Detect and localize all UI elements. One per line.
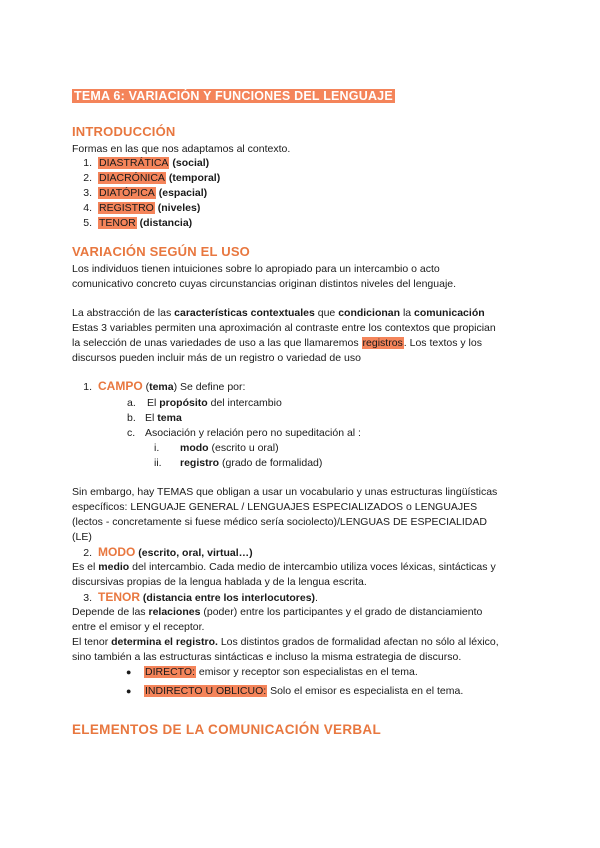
list-item: 5. TENOR (distancia)	[83, 217, 193, 229]
tenor-item: 3. TENOR (distancia entre los interlocutores).	[83, 590, 318, 604]
intro-heading: INTRODUCCIÓN	[72, 124, 176, 139]
paragraph-line: Es el medio del intercambio. Cada medio de intercambio utiliza voces léxicas, sintácticas y	[72, 561, 496, 573]
paragraph-line: sino también a las estructuras sintácticas e incluso la misma estrategia de discurso.	[72, 651, 462, 663]
document-title: TEMA 6: VARIACIÓN Y FUNCIONES DEL LENGUAJE	[74, 89, 393, 103]
uso-paragraph-line: Los individuos tienen intuiciones sobre lo apropiado para un intercambio o acto	[72, 263, 440, 275]
paragraph-line: discursos pueden incluir más de un registro o variedad de uso	[72, 352, 361, 364]
paragraph-line: la selección de unas variedades de uso a las que llamaremos registros. Los textos y los	[72, 337, 482, 349]
list-item: 1. DIASTRÁTICA (social)	[83, 157, 210, 169]
sub-item: a. El propósito del intercambio	[127, 397, 282, 409]
paragraph-line: entre el emisor y el receptor.	[72, 621, 205, 633]
uso-heading: VARIACIÓN SEGÚN EL USO	[72, 244, 250, 259]
paragraph-line: Sin embargo, hay TEMAS que obligan a usar un vocabulario y unas estructuras lingüísticas	[72, 486, 498, 498]
list-item: 3. DIATÓPICA (espacial)	[83, 187, 208, 199]
sub-sub-item: i. modo (escrito u oral)	[154, 442, 279, 454]
paragraph-line: discursivas propias de la lengua hablada y de la lengua escrita.	[72, 576, 367, 588]
campo-item: 1. CAMPO (tema) Se define por:	[83, 379, 246, 393]
paragraph-line: Estas 3 variables permiten una aproximación al contraste entre los contextos que propician	[72, 322, 496, 334]
bullet-icon: ●	[126, 667, 132, 677]
paragraph-line: específicos: LENGUAJE GENERAL / LENGUAJES ESPECIALIZADOS o LENGUAJES	[72, 501, 478, 513]
bullet-item: ● DIRECTO: emisor y receptor son especialistas en el tema.	[126, 666, 418, 678]
sub-item: c. Asociación y relación pero no supeditación al :	[127, 427, 361, 439]
intro-text: Formas en las que nos adaptamos al contexto.	[72, 143, 291, 155]
uso-paragraph-line: comunicativo concreto cuyas circunstancias originan distintos niveles del lenguaje.	[72, 278, 457, 290]
paragraph-line: El tenor determina el registro. Los distintos grados de formalidad afectan no sólo al léxico,	[72, 636, 499, 648]
modo-item: 2. MODO (escrito, oral, virtual…)	[83, 545, 253, 559]
list-item: 4. REGISTRO (niveles)	[83, 202, 201, 214]
paragraph-line: Depende de las relaciones (poder) entre los participantes y el grado de distanciamiento	[72, 606, 483, 618]
bullet-item: ● INDIRECTO U OBLICUO: Solo el emisor es especialista en el tema.	[126, 685, 464, 697]
paragraph-line: (LE)	[72, 531, 92, 543]
sub-sub-item: ii. registro (grado de formalidad)	[154, 457, 323, 469]
abstraction-line: La abstracción de las características contextuales que condicionan la comunicación	[72, 307, 485, 319]
sub-item: b. El tema	[127, 412, 182, 424]
paragraph-line: (lectos - concretamente si fuese médico sería sociolecto)/LENGUAS DE ESPECIALIDAD	[72, 516, 487, 528]
elementos-heading: ELEMENTOS DE LA COMUNICACIÓN VERBAL	[72, 722, 382, 737]
list-item: 2. DIACRÓNICA (temporal)	[83, 172, 221, 184]
bullet-icon: ●	[126, 686, 132, 696]
